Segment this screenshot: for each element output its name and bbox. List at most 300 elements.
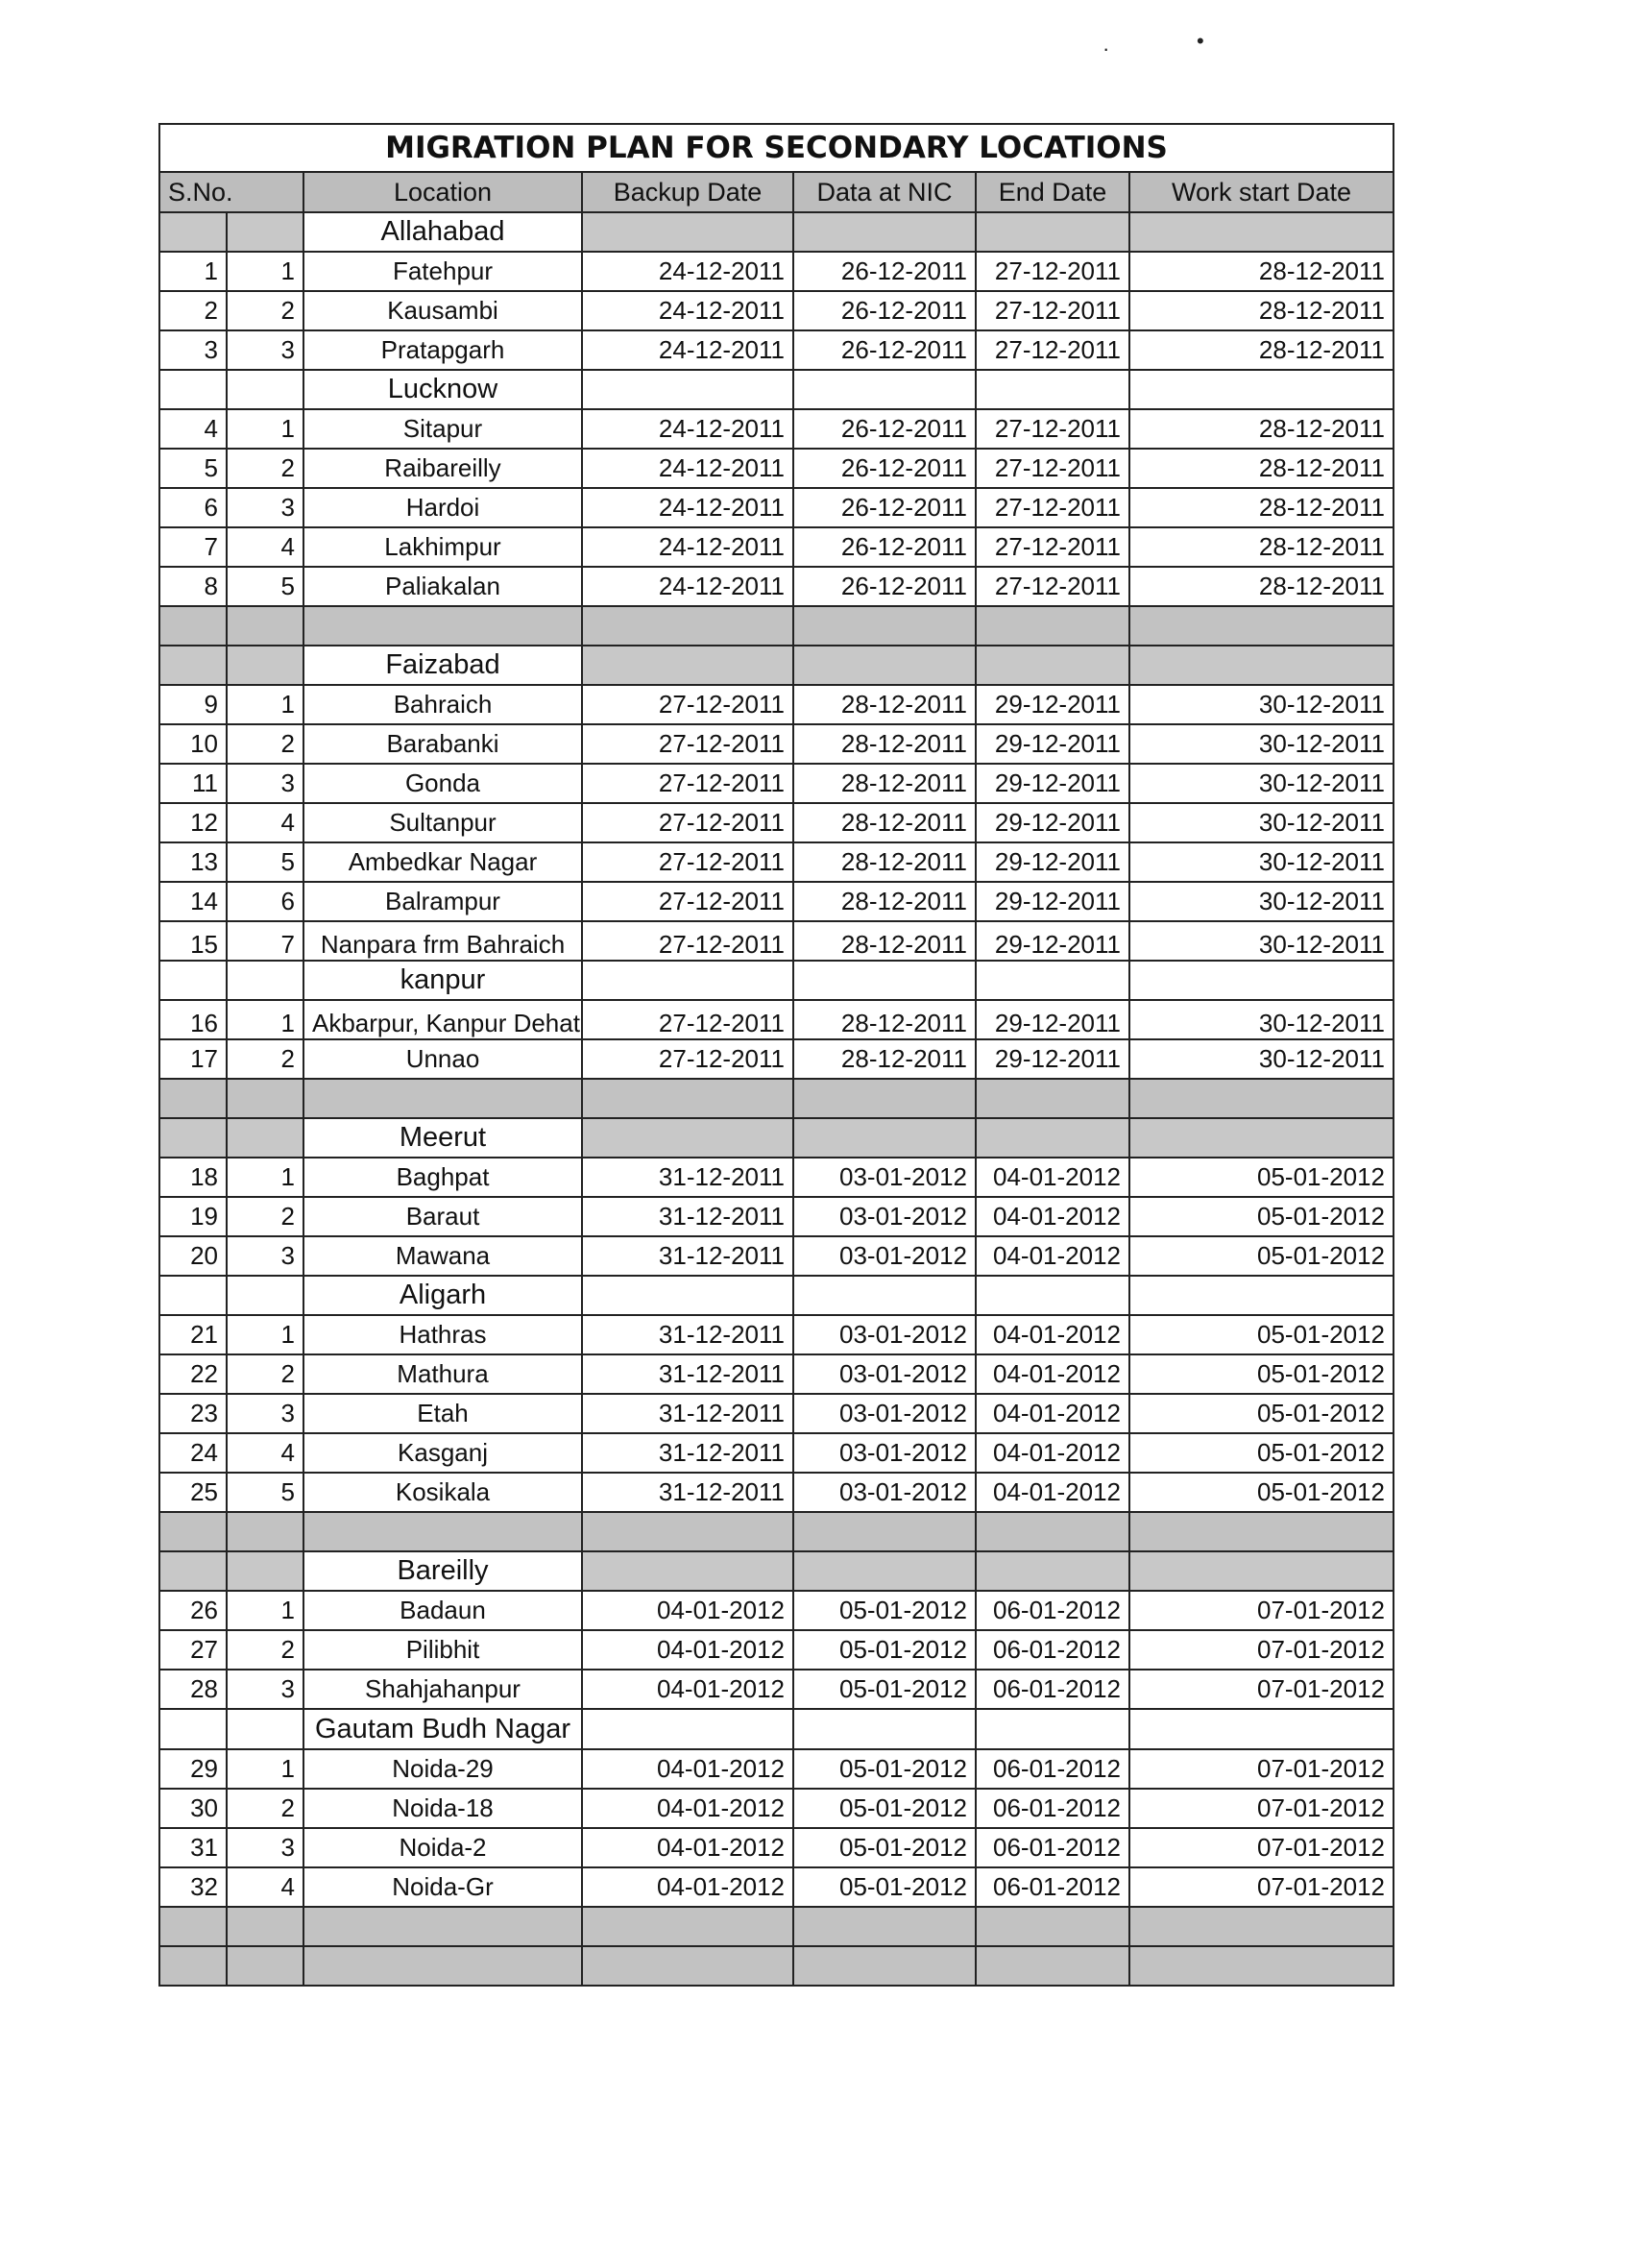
empty-cell	[303, 1512, 582, 1551]
empty-cell	[227, 370, 303, 409]
empty-cell	[1129, 1512, 1394, 1551]
group-serial: 3	[227, 488, 303, 527]
end-date-cell: 04-01-2012	[976, 1158, 1129, 1197]
table-row	[159, 1039, 1394, 1079]
table-row	[159, 1473, 1394, 1512]
group-serial: 3	[227, 1236, 303, 1276]
location-cell: Kasganj	[303, 1433, 582, 1473]
backup-date-cell: 31-12-2011	[582, 1158, 793, 1197]
end-date-cell: 29-12-2011	[976, 803, 1129, 842]
location-cell: Baghpat	[303, 1158, 582, 1197]
group-serial: 3	[227, 1828, 303, 1867]
group-serial: 2	[227, 449, 303, 488]
header-end-date: End Date	[976, 172, 1129, 212]
separator-row	[159, 1946, 1394, 1986]
location-cell: Kosikala	[303, 1473, 582, 1512]
empty-cell	[227, 606, 303, 646]
backup-date-cell: 04-01-2012	[582, 1630, 793, 1670]
table-row	[159, 1749, 1394, 1789]
location-cell: Sultanpur	[303, 803, 582, 842]
data-at-nic-cell: 05-01-2012	[793, 1749, 976, 1789]
work-start-date-cell: 07-01-2012	[1129, 1630, 1394, 1670]
group-serial: 2	[227, 1630, 303, 1670]
group-serial: 1	[227, 1749, 303, 1789]
empty-cell	[793, 1118, 976, 1158]
location-cell: Bahraich	[303, 685, 582, 724]
empty-cell	[303, 606, 582, 646]
data-at-nic-cell: 26-12-2011	[793, 330, 976, 370]
group-serial: 1	[227, 1158, 303, 1197]
group-name: Aligarh	[303, 1276, 582, 1315]
work-start-date-cell: 07-01-2012	[1129, 1828, 1394, 1867]
table-row	[159, 1197, 1394, 1236]
work-start-date-cell: 30-12-2011	[1129, 882, 1394, 921]
serial-number: 8	[159, 567, 227, 606]
table-row	[159, 1789, 1394, 1828]
data-at-nic-cell: 28-12-2011	[793, 764, 976, 803]
empty-cell	[582, 1079, 793, 1118]
empty-cell	[1129, 1551, 1394, 1591]
serial-number: 7	[159, 527, 227, 567]
table-row	[159, 1828, 1394, 1867]
location-cell: Mawana	[303, 1236, 582, 1276]
end-date-cell: 04-01-2012	[976, 1433, 1129, 1473]
data-at-nic-cell: 03-01-2012	[793, 1236, 976, 1276]
empty-cell	[227, 1118, 303, 1158]
work-start-date-cell: 05-01-2012	[1129, 1354, 1394, 1394]
empty-cell	[793, 1512, 976, 1551]
end-date-cell: 29-12-2011	[976, 842, 1129, 882]
group-serial: 1	[227, 1591, 303, 1630]
data-at-nic-cell: 05-01-2012	[793, 1630, 976, 1670]
backup-date-cell: 24-12-2011	[582, 527, 793, 567]
backup-date-cell: 04-01-2012	[582, 1749, 793, 1789]
serial-number: 29	[159, 1749, 227, 1789]
data-at-nic-cell: 26-12-2011	[793, 449, 976, 488]
work-start-date-cell: 05-01-2012	[1129, 1315, 1394, 1354]
data-at-nic-cell: 28-12-2011	[793, 882, 976, 921]
group-serial: 2	[227, 1789, 303, 1828]
data-at-nic-cell: 03-01-2012	[793, 1354, 976, 1394]
serial-number: 13	[159, 842, 227, 882]
serial-number: 27	[159, 1630, 227, 1670]
table-row	[159, 1591, 1394, 1630]
serial-number: 1	[159, 252, 227, 291]
empty-cell	[793, 1907, 976, 1946]
empty-cell	[1129, 1079, 1394, 1118]
location-cell: Hardoi	[303, 488, 582, 527]
table-row	[159, 1630, 1394, 1670]
serial-number: 24	[159, 1433, 227, 1473]
table-row	[159, 764, 1394, 803]
table-row	[159, 803, 1394, 842]
empty-cell	[1129, 646, 1394, 685]
empty-cell	[793, 212, 976, 252]
location-cell: Noida-2	[303, 1828, 582, 1867]
serial-number: 18	[159, 1158, 227, 1197]
empty-cell	[303, 1946, 582, 1986]
location-cell: Noida-Gr	[303, 1867, 582, 1907]
group-header-row	[159, 1709, 1394, 1749]
backup-date-cell: 24-12-2011	[582, 252, 793, 291]
backup-date-cell: 04-01-2012	[582, 1867, 793, 1907]
serial-number: 26	[159, 1591, 227, 1630]
backup-date-cell: 31-12-2011	[582, 1315, 793, 1354]
location-cell: Hathras	[303, 1315, 582, 1354]
table-row	[159, 842, 1394, 882]
empty-cell	[227, 646, 303, 685]
location-cell: Ambedkar Nagar	[303, 842, 582, 882]
location-cell: Kausambi	[303, 291, 582, 330]
end-date-cell: 27-12-2011	[976, 330, 1129, 370]
group-serial: 4	[227, 527, 303, 567]
end-date-cell: 29-12-2011	[976, 724, 1129, 764]
empty-cell	[793, 1079, 976, 1118]
group-serial: 2	[227, 291, 303, 330]
table-row	[159, 252, 1394, 291]
empty-cell	[227, 1276, 303, 1315]
backup-date-cell: 31-12-2011	[582, 1433, 793, 1473]
empty-cell	[582, 370, 793, 409]
table-row	[159, 527, 1394, 567]
backup-date-cell: 27-12-2011	[582, 764, 793, 803]
empty-cell	[159, 1907, 227, 1946]
location-cell: Etah	[303, 1394, 582, 1433]
serial-number: 2	[159, 291, 227, 330]
backup-date-cell: 31-12-2011	[582, 1236, 793, 1276]
serial-number: 28	[159, 1670, 227, 1709]
serial-number: 32	[159, 1867, 227, 1907]
data-at-nic-cell: 05-01-2012	[793, 1828, 976, 1867]
location-cell: Lakhimpur	[303, 527, 582, 567]
empty-cell	[159, 370, 227, 409]
work-start-date-cell: 30-12-2011	[1129, 803, 1394, 842]
empty-cell	[227, 1709, 303, 1749]
header-location: Location	[303, 172, 582, 212]
separator-row	[159, 1512, 1394, 1551]
empty-cell	[227, 212, 303, 252]
empty-cell	[1129, 1907, 1394, 1946]
location-cell: Unnao	[303, 1039, 582, 1079]
end-date-cell: 06-01-2012	[976, 1828, 1129, 1867]
empty-cell	[976, 1118, 1129, 1158]
serial-number: 5	[159, 449, 227, 488]
end-date-cell: 29-12-2011	[976, 1000, 1129, 1039]
backup-date-cell: 27-12-2011	[582, 724, 793, 764]
data-at-nic-cell: 28-12-2011	[793, 724, 976, 764]
group-serial: 4	[227, 803, 303, 842]
location-cell: Fatehpur	[303, 252, 582, 291]
scan-mark: ·	[1103, 37, 1110, 61]
work-start-date-cell: 07-01-2012	[1129, 1749, 1394, 1789]
table-row	[159, 330, 1394, 370]
location-cell: Noida-29	[303, 1749, 582, 1789]
end-date-cell: 06-01-2012	[976, 1591, 1129, 1630]
backup-date-cell: 31-12-2011	[582, 1473, 793, 1512]
group-header-row	[159, 212, 1394, 252]
empty-cell	[582, 1551, 793, 1591]
empty-cell	[582, 1709, 793, 1749]
table-row	[159, 724, 1394, 764]
group-serial: 1	[227, 1315, 303, 1354]
empty-cell	[793, 606, 976, 646]
group-serial: 3	[227, 330, 303, 370]
end-date-cell: 06-01-2012	[976, 1749, 1129, 1789]
end-date-cell: 29-12-2011	[976, 882, 1129, 921]
empty-cell	[159, 606, 227, 646]
header-sno: S.No.	[159, 172, 303, 212]
empty-cell	[159, 1551, 227, 1591]
empty-cell	[976, 606, 1129, 646]
end-date-cell: 06-01-2012	[976, 1630, 1129, 1670]
table-row	[159, 291, 1394, 330]
work-start-date-cell: 28-12-2011	[1129, 488, 1394, 527]
group-header-row	[159, 1118, 1394, 1158]
end-date-cell: 27-12-2011	[976, 291, 1129, 330]
serial-number: 25	[159, 1473, 227, 1512]
separator-row	[159, 1907, 1394, 1946]
empty-cell	[303, 1079, 582, 1118]
backup-date-cell: 27-12-2011	[582, 1039, 793, 1079]
end-date-cell: 04-01-2012	[976, 1354, 1129, 1394]
data-at-nic-cell: 26-12-2011	[793, 252, 976, 291]
serial-number: 11	[159, 764, 227, 803]
end-date-cell: 29-12-2011	[976, 685, 1129, 724]
table-row	[159, 1354, 1394, 1394]
work-start-date-cell: 28-12-2011	[1129, 291, 1394, 330]
table-row	[159, 1433, 1394, 1473]
serial-number: 20	[159, 1236, 227, 1276]
backup-date-cell: 31-12-2011	[582, 1394, 793, 1433]
scan-mark: •	[1197, 29, 1204, 53]
table-row	[159, 1236, 1394, 1276]
empty-cell	[227, 1551, 303, 1591]
serial-number: 10	[159, 724, 227, 764]
empty-cell	[159, 1079, 227, 1118]
end-date-cell: 27-12-2011	[976, 409, 1129, 449]
end-date-cell: 06-01-2012	[976, 1670, 1129, 1709]
empty-cell	[582, 1907, 793, 1946]
end-date-cell: 29-12-2011	[976, 921, 1129, 961]
table-row	[159, 1670, 1394, 1709]
serial-number: 19	[159, 1197, 227, 1236]
group-serial: 1	[227, 685, 303, 724]
table-row	[159, 882, 1394, 921]
serial-number: 6	[159, 488, 227, 527]
empty-cell	[159, 646, 227, 685]
backup-date-cell: 27-12-2011	[582, 685, 793, 724]
empty-cell	[159, 961, 227, 1000]
work-start-date-cell: 05-01-2012	[1129, 1433, 1394, 1473]
group-serial: 2	[227, 1039, 303, 1079]
page-title: MIGRATION PLAN FOR SECONDARY LOCATIONS	[159, 124, 1394, 172]
empty-cell	[976, 1276, 1129, 1315]
work-start-date-cell: 28-12-2011	[1129, 252, 1394, 291]
empty-cell	[582, 1276, 793, 1315]
location-cell: Sitapur	[303, 409, 582, 449]
empty-cell	[582, 1512, 793, 1551]
table-row	[159, 449, 1394, 488]
location-cell: Pilibhit	[303, 1630, 582, 1670]
table-body	[159, 212, 1394, 1986]
group-header-row	[159, 1276, 1394, 1315]
empty-cell	[976, 1946, 1129, 1986]
data-at-nic-cell: 26-12-2011	[793, 409, 976, 449]
end-date-cell: 27-12-2011	[976, 252, 1129, 291]
empty-cell	[976, 1551, 1129, 1591]
data-at-nic-cell: 03-01-2012	[793, 1315, 976, 1354]
serial-number: 31	[159, 1828, 227, 1867]
group-header-row	[159, 1551, 1394, 1591]
data-at-nic-cell: 03-01-2012	[793, 1197, 976, 1236]
backup-date-cell: 04-01-2012	[582, 1670, 793, 1709]
empty-cell	[1129, 1946, 1394, 1986]
work-start-date-cell: 28-12-2011	[1129, 527, 1394, 567]
group-serial: 4	[227, 1433, 303, 1473]
backup-date-cell: 27-12-2011	[582, 842, 793, 882]
work-start-date-cell: 07-01-2012	[1129, 1591, 1394, 1630]
header-row	[159, 172, 1394, 212]
data-at-nic-cell: 28-12-2011	[793, 921, 976, 961]
empty-cell	[793, 1946, 976, 1986]
table-row	[159, 1315, 1394, 1354]
group-serial: 3	[227, 764, 303, 803]
location-cell: Noida-18	[303, 1789, 582, 1828]
empty-cell	[793, 961, 976, 1000]
empty-cell	[159, 1276, 227, 1315]
group-serial: 6	[227, 882, 303, 921]
data-at-nic-cell: 03-01-2012	[793, 1158, 976, 1197]
location-cell: Pratapgarh	[303, 330, 582, 370]
data-at-nic-cell: 05-01-2012	[793, 1591, 976, 1630]
empty-cell	[976, 1907, 1129, 1946]
group-serial: 2	[227, 1197, 303, 1236]
location-cell: Barabanki	[303, 724, 582, 764]
empty-cell	[159, 1512, 227, 1551]
work-start-date-cell: 28-12-2011	[1129, 449, 1394, 488]
work-start-date-cell: 28-12-2011	[1129, 409, 1394, 449]
title-row	[159, 124, 1394, 172]
work-start-date-cell: 05-01-2012	[1129, 1394, 1394, 1433]
end-date-cell: 04-01-2012	[976, 1394, 1129, 1433]
empty-cell	[582, 961, 793, 1000]
work-start-date-cell: 30-12-2011	[1129, 764, 1394, 803]
work-start-date-cell: 30-12-2011	[1129, 1039, 1394, 1079]
serial-number: 17	[159, 1039, 227, 1079]
work-start-date-cell: 05-01-2012	[1129, 1236, 1394, 1276]
empty-cell	[159, 1118, 227, 1158]
empty-cell	[1129, 1118, 1394, 1158]
data-at-nic-cell: 05-01-2012	[793, 1670, 976, 1709]
location-cell: Shahjahanpur	[303, 1670, 582, 1709]
empty-cell	[159, 1946, 227, 1986]
empty-cell	[303, 1907, 582, 1946]
serial-number: 16	[159, 1000, 227, 1039]
data-at-nic-cell: 03-01-2012	[793, 1394, 976, 1433]
group-serial: 3	[227, 1670, 303, 1709]
end-date-cell: 27-12-2011	[976, 527, 1129, 567]
work-start-date-cell: 28-12-2011	[1129, 567, 1394, 606]
group-header-row	[159, 646, 1394, 685]
group-serial: 7	[227, 921, 303, 961]
empty-cell	[227, 1907, 303, 1946]
location-cell: Gonda	[303, 764, 582, 803]
group-name: Meerut	[303, 1118, 582, 1158]
separator-row	[159, 606, 1394, 646]
end-date-cell: 04-01-2012	[976, 1315, 1129, 1354]
location-cell: Badaun	[303, 1591, 582, 1630]
empty-cell	[1129, 606, 1394, 646]
group-serial: 4	[227, 1867, 303, 1907]
empty-cell	[582, 606, 793, 646]
table-row	[159, 921, 1394, 961]
group-serial: 5	[227, 567, 303, 606]
table-row	[159, 409, 1394, 449]
empty-cell	[582, 1118, 793, 1158]
backup-date-cell: 27-12-2011	[582, 1000, 793, 1039]
group-serial: 5	[227, 842, 303, 882]
header-data-at-nic: Data at NIC	[793, 172, 976, 212]
work-start-date-cell: 07-01-2012	[1129, 1670, 1394, 1709]
work-start-date-cell: 28-12-2011	[1129, 330, 1394, 370]
empty-cell	[227, 1946, 303, 1986]
end-date-cell: 04-01-2012	[976, 1197, 1129, 1236]
group-header-row	[159, 370, 1394, 409]
data-at-nic-cell: 26-12-2011	[793, 527, 976, 567]
data-at-nic-cell: 28-12-2011	[793, 1039, 976, 1079]
backup-date-cell: 24-12-2011	[582, 409, 793, 449]
location-cell: Akbarpur, Kanpur Dehat	[303, 1000, 582, 1039]
header-work-start-date: Work start Date	[1129, 172, 1394, 212]
group-serial: 1	[227, 1000, 303, 1039]
group-name: Faizabad	[303, 646, 582, 685]
group-name: Lucknow	[303, 370, 582, 409]
table-row	[159, 488, 1394, 527]
backup-date-cell: 24-12-2011	[582, 291, 793, 330]
empty-cell	[1129, 212, 1394, 252]
backup-date-cell: 24-12-2011	[582, 488, 793, 527]
backup-date-cell: 27-12-2011	[582, 882, 793, 921]
end-date-cell: 06-01-2012	[976, 1867, 1129, 1907]
backup-date-cell: 24-12-2011	[582, 567, 793, 606]
empty-cell	[227, 1512, 303, 1551]
work-start-date-cell: 30-12-2011	[1129, 685, 1394, 724]
group-serial: 2	[227, 724, 303, 764]
empty-cell	[976, 1512, 1129, 1551]
group-name: kanpur	[303, 961, 582, 1000]
backup-date-cell: 04-01-2012	[582, 1789, 793, 1828]
empty-cell	[976, 646, 1129, 685]
work-start-date-cell: 05-01-2012	[1129, 1473, 1394, 1512]
empty-cell	[976, 370, 1129, 409]
location-cell: Balrampur	[303, 882, 582, 921]
serial-number: 21	[159, 1315, 227, 1354]
end-date-cell: 04-01-2012	[976, 1473, 1129, 1512]
empty-cell	[793, 1551, 976, 1591]
serial-number: 14	[159, 882, 227, 921]
work-start-date-cell: 07-01-2012	[1129, 1867, 1394, 1907]
empty-cell	[793, 370, 976, 409]
end-date-cell: 29-12-2011	[976, 1039, 1129, 1079]
data-at-nic-cell: 28-12-2011	[793, 803, 976, 842]
serial-number: 9	[159, 685, 227, 724]
group-serial: 2	[227, 1354, 303, 1394]
data-at-nic-cell: 26-12-2011	[793, 567, 976, 606]
backup-date-cell: 27-12-2011	[582, 803, 793, 842]
data-at-nic-cell: 28-12-2011	[793, 842, 976, 882]
empty-cell	[159, 212, 227, 252]
serial-number: 30	[159, 1789, 227, 1828]
